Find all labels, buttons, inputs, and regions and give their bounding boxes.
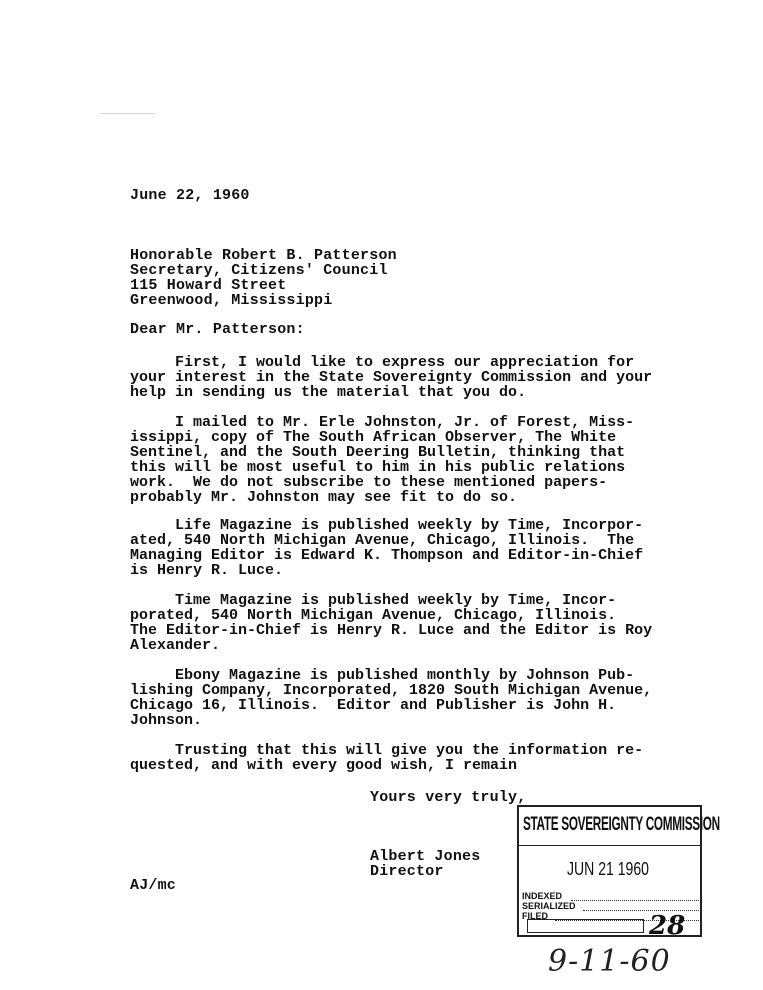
paragraph-line: porated, 540 North Michigan Avenue, Chicago, Illinois. bbox=[130, 607, 617, 624]
stamp-title: STATE SOVEREIGNTY COMMISSION bbox=[523, 814, 720, 835]
paragraph-line: lishing Company, Incorporated, 1820 South Michigan Avenue, bbox=[130, 682, 653, 699]
paragraph-line: Ebony Magazine is published monthly by Johnson Pub- bbox=[130, 667, 635, 684]
stamp-date: JUN 21 1960 bbox=[567, 859, 649, 879]
stamp-indexed-line bbox=[571, 900, 699, 901]
address-line: Secretary, Citizens' Council bbox=[130, 262, 388, 279]
body-paragraph-5 bbox=[130, 668, 660, 728]
paragraph-line: Managing Editor is Edward K. Thompson and Editor-in-Chief bbox=[130, 547, 644, 564]
paragraph-line: I mailed to Mr. Erle Johnston, Jr. of Forest, Miss- bbox=[130, 414, 635, 431]
address-line: Honorable Robert B. Patterson bbox=[130, 247, 397, 264]
paragraph-line: your interest in the State Sovereignty Commission and your bbox=[130, 369, 653, 386]
paragraph-line: probably Mr. Johnston may see fit to do so. bbox=[130, 489, 518, 506]
salutation: Dear Mr. Patterson: bbox=[130, 321, 305, 338]
paragraph-line: issippi, copy of The South African Observer, The White bbox=[130, 429, 617, 446]
typist-initials: AJ/mc bbox=[130, 877, 177, 894]
letter-date: June 22, 1960 bbox=[130, 187, 250, 204]
paragraph-line: is Henry R. Luce. bbox=[130, 562, 284, 579]
handwritten-date: 9-11-60 bbox=[548, 944, 671, 979]
body-paragraph-1 bbox=[130, 355, 660, 400]
stamp-divider bbox=[519, 845, 700, 846]
paragraph-line: Sentinel, and the South Deering Bulletin, thinking that bbox=[130, 444, 626, 461]
paragraph-line: Life Magazine is published weekly by Time, Incorpor- bbox=[130, 517, 644, 534]
paragraph-line: work. We do not subscribe to these mentioned papers- bbox=[130, 474, 608, 491]
stamp-serialized-label: SERIALIZED bbox=[522, 901, 576, 911]
paragraph-line: Alexander. bbox=[130, 637, 221, 654]
stamp-file-number: 28 bbox=[649, 911, 686, 941]
address-line: 115 Howard Street bbox=[130, 277, 287, 294]
paragraph-line: Chicago 16, Illinois. Editor and Publisher is John H. bbox=[130, 697, 617, 714]
body-paragraph-4 bbox=[130, 593, 660, 653]
scan-speck bbox=[100, 113, 155, 114]
paragraph-line: this will be most useful to him in his public relations bbox=[130, 459, 626, 476]
closing: Yours very truly, bbox=[370, 789, 527, 806]
paragraph-line: quested, and with every good wish, I remain bbox=[130, 757, 518, 774]
address-line: Greenwood, Mississippi bbox=[130, 292, 333, 309]
body-paragraph-3 bbox=[130, 518, 660, 578]
signature-name: Albert Jones bbox=[370, 848, 481, 865]
signature-title: Director bbox=[370, 863, 444, 880]
stamp-filed-label: FILED bbox=[522, 911, 548, 921]
paragraph-line: help in sending us the material that you do. bbox=[130, 384, 527, 401]
received-stamp bbox=[517, 805, 720, 941]
paragraph-line: Trusting that this will give you the information re- bbox=[130, 742, 644, 759]
paragraph-line: The Editor-in-Chief is Henry R. Luce and the Editor is Roy bbox=[130, 622, 653, 639]
body-paragraph-6 bbox=[130, 743, 660, 773]
stamp-indexed-label: INDEXED bbox=[522, 891, 563, 901]
paragraph-line: Time Magazine is published weekly by Time, Incor- bbox=[130, 592, 617, 609]
body-paragraph-2 bbox=[130, 415, 660, 505]
paragraph-line: ated, 540 North Michigan Avenue, Chicago, Illinois. The bbox=[130, 532, 635, 549]
paragraph-line: First, I would like to express our appreciation for bbox=[130, 354, 635, 371]
stamp-box bbox=[527, 919, 644, 933]
paragraph-line: Johnson. bbox=[130, 712, 203, 729]
